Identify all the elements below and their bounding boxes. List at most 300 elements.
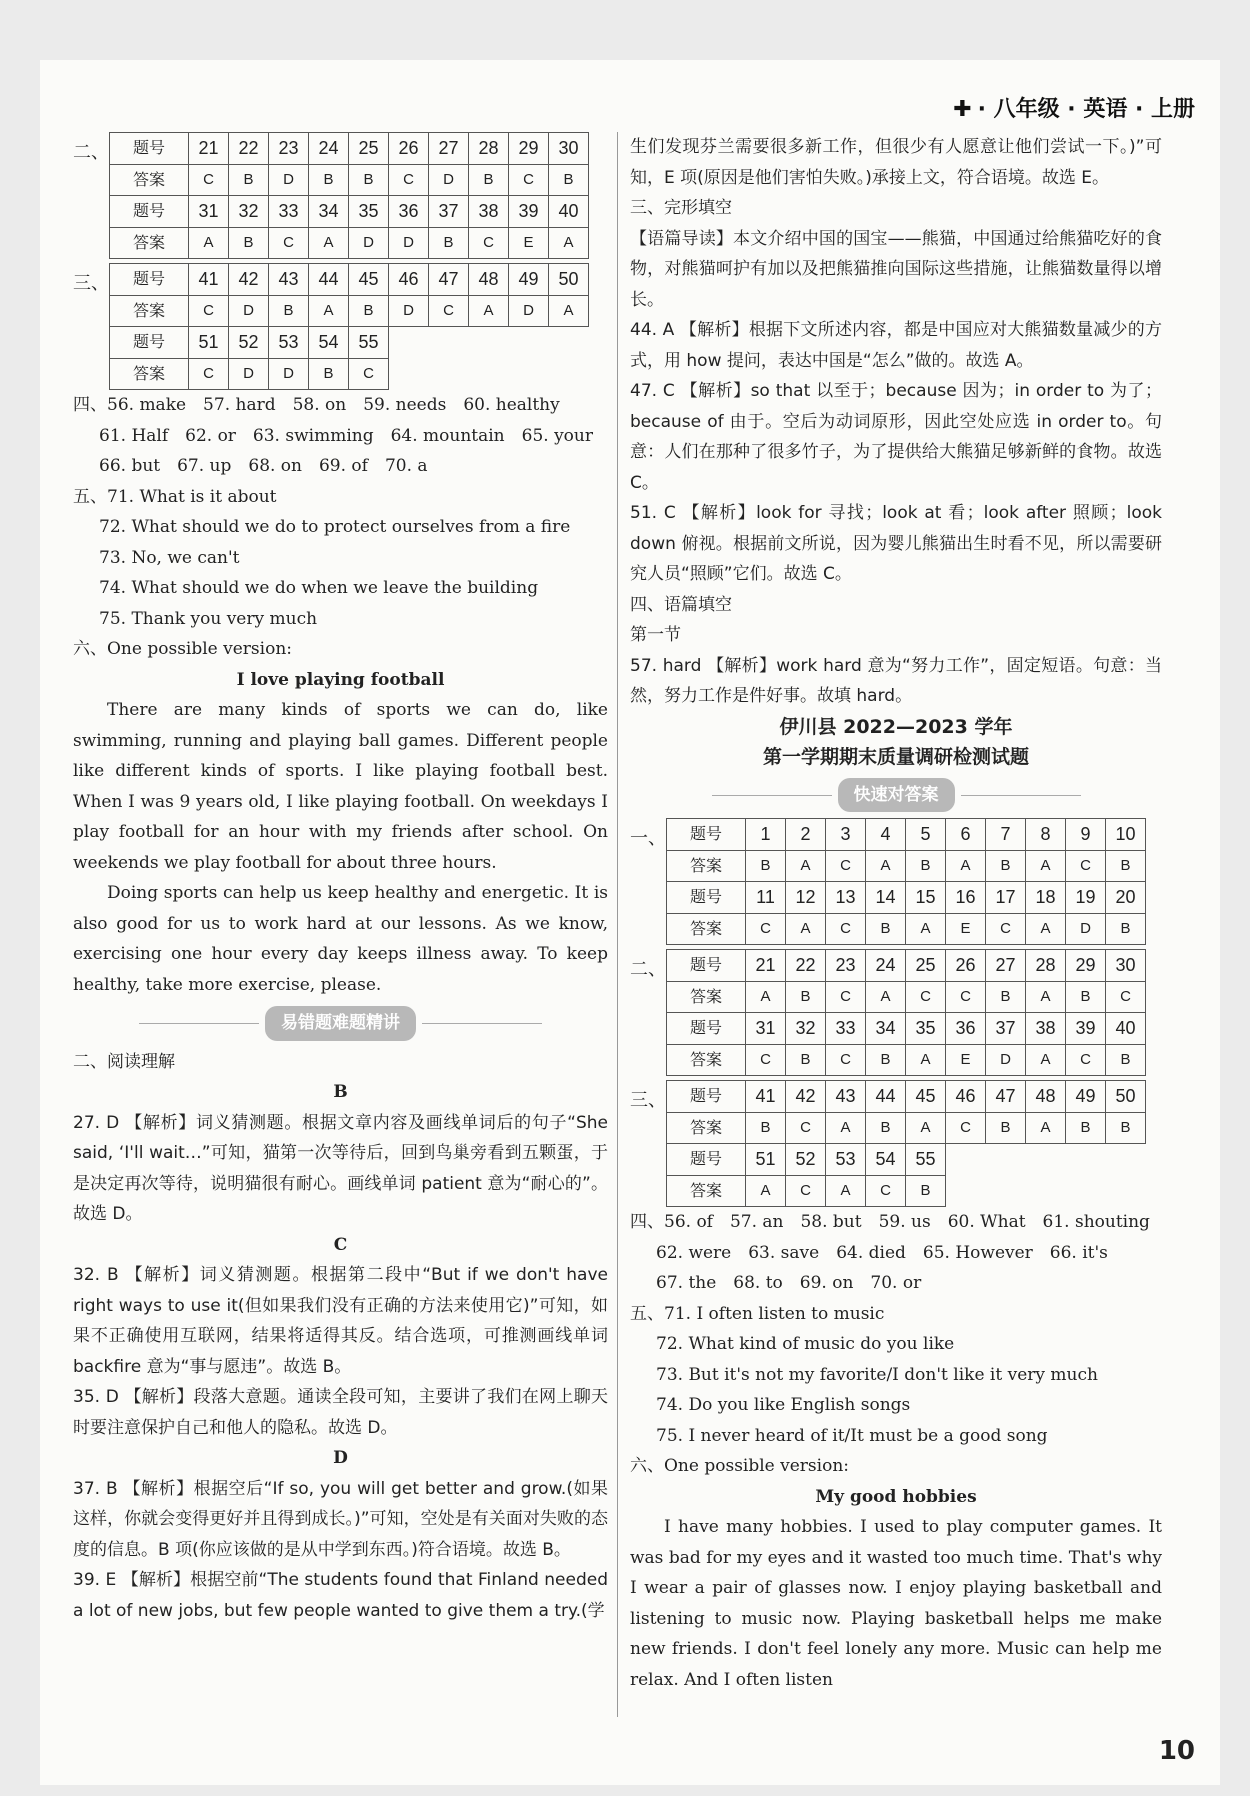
section-3-answers: [630, 1080, 1162, 1207]
answer-cell: B: [309, 164, 349, 196]
left-column: [73, 132, 608, 1626]
question-number-cell: 36: [389, 196, 429, 228]
answer-cell: C: [1066, 850, 1106, 882]
answer-cell: D: [389, 227, 429, 259]
answer-cell: B: [1106, 1112, 1146, 1144]
answer-cell: D: [429, 164, 469, 196]
explanation-37: 37. B 【解析】根据空后“If so, you will get better and grow.(如果这样，你就会变得更好并且得到成长。)”可知，空处是有关面对失败的态度的信息。B 项(你应该做的是从中学到东西。)符合语境。故选 B。: [73, 1478, 608, 1560]
answer-cell: B: [1066, 981, 1106, 1013]
answer-cell: A: [786, 850, 826, 882]
passage-guide: 【语篇导读】本文介绍中国的国宝——熊猫，中国通过给熊猫吃好的食物，对熊猫呵护有加以及把熊猫推向国际这些措施，让熊猫数量得以增长。: [630, 228, 1162, 310]
exam-title: 伊川县 2022—2023 学年: [779, 715, 1013, 738]
row-label: 题号: [667, 1013, 746, 1045]
answer-table: [666, 949, 1146, 1076]
answer-cell: D: [269, 358, 309, 390]
section-2-answers: [630, 949, 1162, 1076]
answer-cell: C: [1066, 1044, 1106, 1076]
answer-cell: C: [786, 1112, 826, 1144]
answer-table-row: [667, 913, 1146, 945]
empty-cell: [1066, 1144, 1106, 1176]
empty-cell: [946, 1144, 986, 1176]
answer-line: 五、71. What is it about: [73, 486, 277, 507]
section-banner: 快速对答案: [630, 778, 1162, 813]
essay-paragraph: There are many kinds of sports we can do, like swimming, running and playing ball games. Different people like different kinds of sports. I like playing football best. When I was 9 years old, I like playing football. On weekdays I play football for an hour with my friends after school. On weekends we play football for about three hours.: [73, 700, 608, 873]
row-label: 题号: [110, 196, 189, 228]
question-number-cell: 39: [509, 196, 549, 228]
answer-line: 五、71. I often listen to music: [630, 1303, 885, 1324]
question-number-cell: 30: [1106, 950, 1146, 982]
answer-line: 61. Half 62. or 63. swimming 64. mountain 65. your: [99, 425, 593, 446]
essay-intro: 六、One possible version:: [73, 639, 292, 659]
passage-label: D: [333, 1448, 348, 1468]
question-number-cell: 27: [986, 950, 1026, 982]
answer-line: 62. were 63. save 64. died 65. However 66. it's: [656, 1242, 1108, 1263]
answer-cell: B: [469, 164, 509, 196]
answer-line: 75. Thank you very much: [99, 608, 318, 629]
answer-table-row: [110, 196, 589, 228]
answer-cell: B: [229, 164, 269, 196]
question-number-cell: 11: [746, 882, 786, 914]
question-number-cell: 17: [986, 882, 1026, 914]
question-number-cell: 16: [946, 882, 986, 914]
question-number-cell: 22: [229, 133, 269, 165]
row-label: 答案: [667, 1112, 746, 1144]
question-number-cell: 21: [189, 133, 229, 165]
answer-cell: C: [826, 981, 866, 1013]
essay-title: I love playing football: [236, 669, 445, 690]
question-number-cell: 24: [866, 950, 906, 982]
answer-cell: D: [509, 295, 549, 327]
question-number-cell: 24: [309, 133, 349, 165]
row-label: 答案: [110, 358, 189, 390]
row-label: 答案: [110, 164, 189, 196]
question-number-cell: 40: [1106, 1013, 1146, 1045]
answer-cell: C: [349, 358, 389, 390]
question-number-cell: 53: [269, 327, 309, 359]
question-number-cell: 41: [189, 264, 229, 296]
question-number-cell: 49: [1066, 1081, 1106, 1113]
question-number-cell: 33: [269, 196, 309, 228]
answer-cell: A: [746, 981, 786, 1013]
question-number-cell: 21: [746, 950, 786, 982]
page-header: [855, 92, 1195, 126]
explanation-51: 51. C 【解析】look for 寻找；look at 看；look after 照顾；look down 俯视。根据前文所说，因为婴儿熊猫出生时看不见，所以需要研究人员“照顾”它们。故选 C。: [630, 503, 1162, 584]
question-number-cell: 23: [269, 133, 309, 165]
answer-line: 67. the 68. to 69. on 70. or: [656, 1273, 922, 1293]
question-number-cell: 50: [549, 264, 589, 296]
answer-line: 四、56. make 57. hard 58. on 59. needs 60. healthy: [73, 395, 560, 415]
subsection-heading: 第一节: [630, 625, 681, 645]
question-number-cell: 38: [469, 196, 509, 228]
question-number-cell: 47: [429, 264, 469, 296]
question-number-cell: 37: [986, 1013, 1026, 1045]
empty-cell: [429, 358, 469, 390]
row-label: 题号: [667, 950, 746, 982]
question-number-cell: 52: [229, 327, 269, 359]
section-heading: 二、阅读理解: [73, 1051, 175, 1072]
question-number-cell: 31: [746, 1013, 786, 1045]
answer-cell: B: [1106, 850, 1146, 882]
answer-cell: C: [469, 227, 509, 259]
answer-cell: A: [866, 850, 906, 882]
empty-cell: [389, 327, 429, 359]
question-number-cell: 2: [786, 819, 826, 851]
question-number-cell: 30: [549, 133, 589, 165]
answer-table-row: [110, 227, 589, 259]
answer-table: [109, 132, 589, 259]
cross-star-icon: ✚: [953, 97, 972, 122]
question-number-cell: 1: [746, 819, 786, 851]
question-number-cell: 28: [1026, 950, 1066, 982]
answer-cell: A: [786, 913, 826, 945]
answer-table: [666, 1080, 1146, 1207]
answer-cell: A: [906, 1112, 946, 1144]
question-number-cell: 32: [229, 196, 269, 228]
question-number-cell: 42: [229, 264, 269, 296]
section-3-answers: [73, 263, 608, 390]
answer-table-row: [667, 850, 1146, 882]
answer-cell: C: [826, 1044, 866, 1076]
answer-table-row: [667, 882, 1146, 914]
answer-line: 74. Do you like English songs: [656, 1395, 911, 1415]
explanation-35: 35. D 【解析】段落大意题。通读全段可知，主要讲了我们在网上聊天时要注意保护自己和他人的隐私。故选 D。: [73, 1387, 608, 1438]
question-number-cell: 14: [866, 882, 906, 914]
answer-cell: B: [986, 981, 1026, 1013]
answer-cell: B: [1106, 913, 1146, 945]
question-number-cell: 42: [786, 1081, 826, 1113]
section-banner: 易错题难题精讲: [73, 1006, 608, 1041]
question-number-cell: 3: [826, 819, 866, 851]
answer-cell: C: [746, 1044, 786, 1076]
answer-table: [109, 263, 589, 390]
section-label: 三、: [630, 1090, 666, 1111]
answer-table-row: [667, 981, 1146, 1013]
row-label: 题号: [110, 264, 189, 296]
question-number-cell: 18: [1026, 882, 1066, 914]
answer-cell: C: [189, 295, 229, 327]
answer-cell: B: [429, 227, 469, 259]
section-label: 二、: [630, 959, 666, 980]
question-number-cell: 36: [946, 1013, 986, 1045]
answer-cell: C: [269, 227, 309, 259]
answer-table-row: [667, 1013, 1146, 1045]
answer-cell: A: [549, 295, 589, 327]
answer-cell: A: [826, 1175, 866, 1207]
answer-line: 72. What should we do to protect ourselves from a fire: [99, 517, 571, 537]
answer-cell: D: [389, 295, 429, 327]
question-number-cell: 34: [309, 196, 349, 228]
row-label: 答案: [667, 850, 746, 882]
answer-cell: C: [906, 981, 946, 1013]
answer-cell: B: [906, 1175, 946, 1207]
empty-cell: [986, 1144, 1026, 1176]
section-heading: 三、完形填空: [630, 198, 732, 218]
empty-cell: [469, 327, 509, 359]
answer-cell: A: [1026, 913, 1066, 945]
answer-cell: B: [866, 913, 906, 945]
question-number-cell: 49: [509, 264, 549, 296]
answer-cell: C: [509, 164, 549, 196]
answer-table: [666, 818, 1146, 945]
row-label: 答案: [667, 981, 746, 1013]
header-text: · 八年级 · 英语 · 上册: [977, 97, 1195, 122]
question-number-cell: 5: [906, 819, 946, 851]
question-number-cell: 34: [866, 1013, 906, 1045]
empty-cell: [1026, 1144, 1066, 1176]
row-label: 答案: [110, 227, 189, 259]
empty-cell: [946, 1175, 986, 1207]
answer-cell: D: [1066, 913, 1106, 945]
question-number-cell: 25: [349, 133, 389, 165]
question-number-cell: 46: [946, 1081, 986, 1113]
answer-cell: B: [746, 850, 786, 882]
question-number-cell: 55: [349, 327, 389, 359]
answer-table-row: [667, 819, 1146, 851]
question-number-cell: 4: [866, 819, 906, 851]
answer-cell: B: [1066, 1112, 1106, 1144]
answer-cell: B: [349, 164, 389, 196]
answer-cell: D: [349, 227, 389, 259]
answer-cell: D: [986, 1044, 1026, 1076]
answer-cell: D: [229, 295, 269, 327]
question-number-cell: 19: [1066, 882, 1106, 914]
row-label: 题号: [667, 882, 746, 914]
answer-table-row: [667, 1044, 1146, 1076]
answer-cell: D: [269, 164, 309, 196]
question-number-cell: 26: [946, 950, 986, 982]
question-number-cell: 50: [1106, 1081, 1146, 1113]
empty-cell: [389, 358, 429, 390]
answer-cell: A: [1026, 1044, 1066, 1076]
question-number-cell: 43: [826, 1081, 866, 1113]
question-number-cell: 44: [866, 1081, 906, 1113]
question-number-cell: 32: [786, 1013, 826, 1045]
question-number-cell: 10: [1106, 819, 1146, 851]
answer-line: 73. But it's not my favorite/I don't like it very much: [656, 1364, 1098, 1385]
answer-cell: D: [229, 358, 269, 390]
question-number-cell: 6: [946, 819, 986, 851]
answer-cell: A: [746, 1175, 786, 1207]
answer-cell: B: [269, 295, 309, 327]
section-label: 三、: [73, 273, 109, 294]
answer-table-row: [667, 1175, 1146, 1207]
answer-cell: C: [189, 164, 229, 196]
answer-table-row: [110, 133, 589, 165]
question-number-cell: 52: [786, 1144, 826, 1176]
question-number-cell: 31: [189, 196, 229, 228]
question-number-cell: 33: [826, 1013, 866, 1045]
empty-cell: [1026, 1175, 1066, 1207]
answer-cell: E: [946, 1044, 986, 1076]
empty-cell: [1106, 1175, 1146, 1207]
answer-cell: A: [549, 227, 589, 259]
essay-title: My good hobbies: [815, 1486, 977, 1507]
row-label: 答案: [667, 1044, 746, 1076]
section-2-answers: [73, 132, 608, 259]
answer-cell: A: [906, 913, 946, 945]
answer-cell: A: [469, 295, 509, 327]
question-number-cell: 51: [746, 1144, 786, 1176]
question-number-cell: 38: [1026, 1013, 1066, 1045]
answer-cell: C: [1106, 981, 1146, 1013]
answer-cell: B: [866, 1044, 906, 1076]
empty-cell: [469, 358, 509, 390]
answer-cell: A: [189, 227, 229, 259]
row-label: 题号: [667, 1081, 746, 1113]
question-number-cell: 26: [389, 133, 429, 165]
answer-cell: B: [906, 850, 946, 882]
passage-label: C: [333, 1234, 348, 1255]
explanation-39: 39. E 【解析】根据空前“The students found that Finland needed a lot of new jobs, but few people wanted to give them a try.(学: [73, 1570, 608, 1621]
question-number-cell: 35: [349, 196, 389, 228]
answer-cell: C: [746, 913, 786, 945]
question-number-cell: 40: [549, 196, 589, 228]
question-number-cell: 15: [906, 882, 946, 914]
question-number-cell: 55: [906, 1144, 946, 1176]
question-number-cell: 13: [826, 882, 866, 914]
section-1-answers: [630, 818, 1162, 945]
answer-cell: A: [866, 981, 906, 1013]
answer-cell: A: [826, 1112, 866, 1144]
empty-cell: [429, 327, 469, 359]
question-number-cell: 22: [786, 950, 826, 982]
empty-cell: [549, 358, 589, 390]
answer-cell: B: [986, 1112, 1026, 1144]
answer-line: 75. I never heard of it/It must be a good song: [656, 1425, 1048, 1446]
question-number-cell: 39: [1066, 1013, 1106, 1045]
answer-cell: C: [786, 1175, 826, 1207]
answer-line: 66. but 67. up 68. on 69. of 70. a: [99, 456, 428, 476]
question-number-cell: 46: [389, 264, 429, 296]
section-label: 一、: [630, 828, 666, 849]
answer-table-row: [667, 950, 1146, 982]
answer-cell: A: [1026, 981, 1066, 1013]
question-number-cell: 28: [469, 133, 509, 165]
exam-subtitle: 第一学期期末质量调研检测试题: [762, 745, 1029, 768]
row-label: 答案: [667, 1175, 746, 1207]
answer-table-row: [110, 295, 589, 327]
answer-cell: A: [1026, 850, 1066, 882]
explanation-57: 57. hard 【解析】work hard 意为“努力工作”，固定短语。句意：当然，努力工作是件好事。故填 hard。: [630, 655, 1162, 706]
answer-cell: C: [946, 981, 986, 1013]
answer-cell: C: [866, 1175, 906, 1207]
answer-cell: B: [229, 227, 269, 259]
answer-cell: C: [826, 913, 866, 945]
question-number-cell: 35: [906, 1013, 946, 1045]
row-label: 答案: [667, 913, 746, 945]
question-number-cell: 27: [429, 133, 469, 165]
answer-table-row: [110, 164, 589, 196]
explanation-27: 27. D 【解析】词义猜测题。根据文章内容及画线单词后的句子“She said, ‘I'll wait…”可知，猫第一次等待后，回到鸟巢旁看到五颗蛋，于是决定再次等待，说明猫很有耐心。画线单词 patient 意为“耐心的”。故选 D。: [73, 1112, 608, 1224]
question-number-cell: 44: [309, 264, 349, 296]
question-number-cell: 29: [1066, 950, 1106, 982]
answer-cell: B: [349, 295, 389, 327]
question-number-cell: 54: [309, 327, 349, 359]
answer-table-row: [667, 1144, 1146, 1176]
question-number-cell: 48: [469, 264, 509, 296]
section-heading: 四、语篇填空: [630, 594, 732, 615]
empty-cell: [1066, 1175, 1106, 1207]
empty-cell: [549, 327, 589, 359]
question-number-cell: 23: [826, 950, 866, 982]
answer-line: 74. What should we do when we leave the building: [99, 578, 539, 598]
answer-cell: C: [429, 295, 469, 327]
row-label: 题号: [667, 1144, 746, 1176]
row-label: 答案: [110, 295, 189, 327]
question-number-cell: 48: [1026, 1081, 1066, 1113]
explanation-39-cont: 生们发现芬兰需要很多新工作，但很少有人愿意让他们尝试一下。)”可知，E 项(原因是他们害怕失败。)承接上文，符合语境。故选 E。: [630, 137, 1162, 188]
explanation-32: 32. B 【解析】词义猜测题。根据第二段中“But if we don't have right ways to use it(但如果我们没有正确的方法来使用它)”可知，如果不正确使用互联网，结果将适得其反。结合选项，可推测画线单词 backfire 意为“事与愿违”。故选 B。: [73, 1265, 608, 1377]
column-divider: [617, 132, 618, 1717]
question-number-cell: 43: [269, 264, 309, 296]
question-number-cell: 12: [786, 882, 826, 914]
answer-line: 四、56. of 57. an 58. but 59. us 60. What 61. shouting: [630, 1212, 1150, 1232]
essay-paragraph: I have many hobbies. I used to play computer games. It was bad for my eyes and it wasted too much time. That's why I wear a pair of glasses now. I enjoy playing basketball and listening to music now. Playing basketball helps me make new friends. I don't feel lonely any more. Music can help me relax. And I often listen: [630, 1517, 1162, 1690]
question-number-cell: 25: [906, 950, 946, 982]
question-number-cell: 9: [1066, 819, 1106, 851]
question-number-cell: 8: [1026, 819, 1066, 851]
answer-cell: B: [986, 850, 1026, 882]
question-number-cell: 7: [986, 819, 1026, 851]
answer-cell: A: [309, 227, 349, 259]
answer-cell: A: [1026, 1112, 1066, 1144]
question-number-cell: 41: [746, 1081, 786, 1113]
answer-cell: E: [946, 913, 986, 945]
answer-cell: B: [786, 981, 826, 1013]
empty-cell: [986, 1175, 1026, 1207]
question-number-cell: 45: [906, 1081, 946, 1113]
explanation-44: 44. A 【解析】根据下文所述内容，都是中国应对大熊猫数量减少的方式，用 how 提问，表达中国是“怎么”做的。故选 A。: [630, 320, 1162, 371]
answer-cell: B: [549, 164, 589, 196]
empty-cell: [509, 327, 549, 359]
answer-cell: B: [746, 1112, 786, 1144]
question-number-cell: 51: [189, 327, 229, 359]
section-label: 二、: [73, 142, 109, 163]
question-number-cell: 29: [509, 133, 549, 165]
answer-cell: E: [509, 227, 549, 259]
row-label: 题号: [667, 819, 746, 851]
question-number-cell: 53: [826, 1144, 866, 1176]
answer-table-row: [667, 1081, 1146, 1113]
answer-cell: C: [389, 164, 429, 196]
empty-cell: [509, 358, 549, 390]
answer-cell: B: [866, 1112, 906, 1144]
answer-cell: A: [946, 850, 986, 882]
answer-cell: A: [906, 1044, 946, 1076]
answer-cell: B: [1106, 1044, 1146, 1076]
essay-intro: 六、One possible version:: [630, 1456, 849, 1476]
question-number-cell: 20: [1106, 882, 1146, 914]
answer-cell: C: [946, 1112, 986, 1144]
answer-cell: C: [826, 850, 866, 882]
answer-table-row: [110, 358, 589, 390]
answer-line: 73. No, we can't: [99, 547, 240, 568]
row-label: 题号: [110, 133, 189, 165]
answer-cell: B: [786, 1044, 826, 1076]
answer-cell: C: [986, 913, 1026, 945]
question-number-cell: 45: [349, 264, 389, 296]
answer-table-row: [667, 1112, 1146, 1144]
essay-paragraph: Doing sports can help us keep healthy and energetic. It is also good for us to work hard at our lessons. As we know, exercising one hour every day keeps illness away. To keep healthy, take more exercise, please.: [73, 883, 608, 995]
page-number: 10: [1158, 1736, 1195, 1766]
answer-line: 72. What kind of music do you like: [656, 1334, 955, 1354]
empty-cell: [1106, 1144, 1146, 1176]
question-number-cell: 47: [986, 1081, 1026, 1113]
answer-table-row: [110, 327, 589, 359]
question-number-cell: 37: [429, 196, 469, 228]
answer-table-row: [110, 264, 589, 296]
answer-cell: C: [189, 358, 229, 390]
